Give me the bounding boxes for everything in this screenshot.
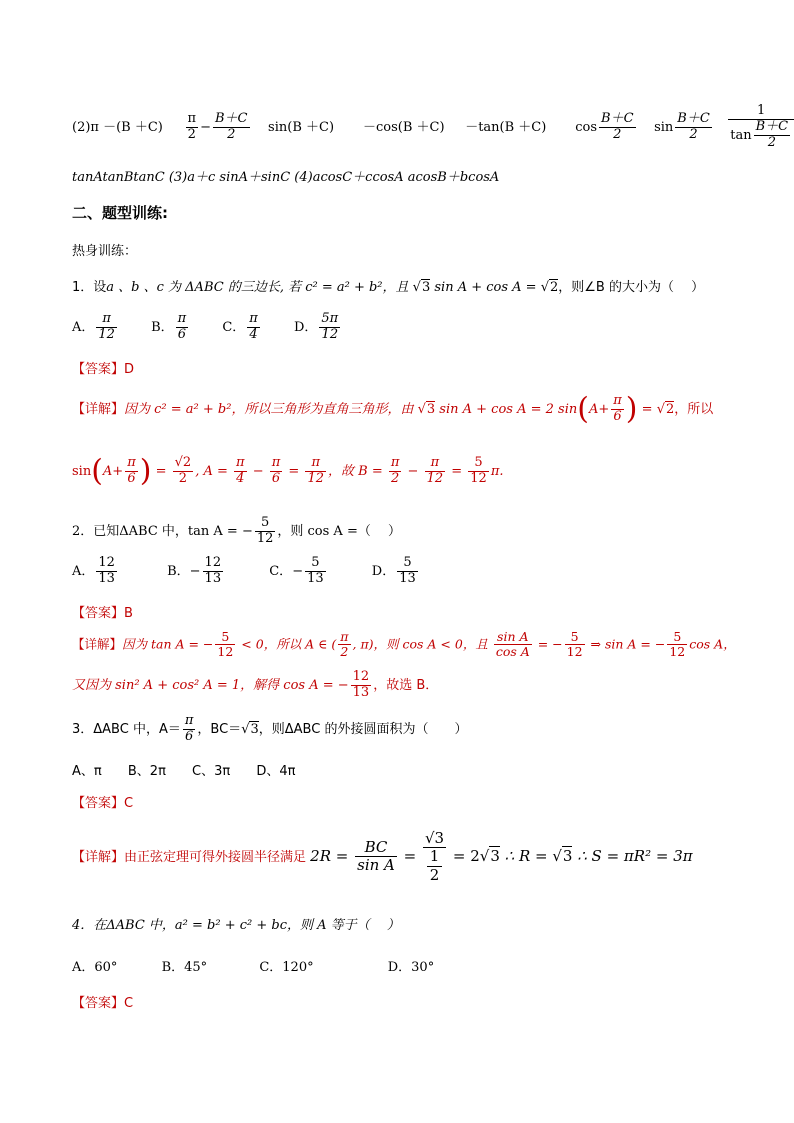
q1-options — [72, 312, 370, 343]
q2-stem: 2．已知ΔABC 中，tan A = − $\frac{5}{12}$ ，则 cos A =（ ） — [72, 515, 401, 546]
q2-detail-line-1: 【详解】因为 tan A = − $\frac{5}{12}$ < 0，所以 A ∈ ( $\frac{\pi}{2}$ , π)，则 cos A < 0，且 $\frac{\text{sin A}}{\text{cos A}}$ = − $\frac{5}{12}$ ⇒ sin A = − $\frac{5}{12}$ cos A， — [72, 629, 736, 660]
answer-label: 【答案】 — [72, 996, 125, 1011]
q4-answer — [72, 992, 133, 1011]
q2-answer — [72, 602, 133, 621]
q2-option-a[interactable]: A． $\frac{12}{13}$ — [72, 555, 115, 586]
q1-detail-line-2: sin(A+ $\frac{\pi}{6}$ ) = $\frac{√2}{2}$ , A = $\frac{\pi}{4}$ − $\frac{\pi}{6}$ = $\frac{\pi}{12}$ ，故 B = $\frac{\pi}{2}$ − $\frac{\pi}{12}$ = $\frac{5}{12}$ π. — [72, 453, 504, 489]
answer-label: 【答案】 — [72, 362, 125, 377]
q2-options — [72, 556, 448, 587]
q3-options — [72, 760, 323, 779]
minus-sign: − — [200, 119, 211, 135]
q4-option-d[interactable]: D．30° — [387, 960, 435, 975]
q4-option-a[interactable]: A．60° — [72, 960, 118, 975]
q4-option-c[interactable]: C．120° — [259, 960, 314, 975]
q1-option-b[interactable]: B． $\frac{\pi}{6}$ — [151, 311, 187, 342]
q3-option-b[interactable]: B、2π — [127, 764, 166, 779]
neg-tan-bc: －tan(B ＋C) — [465, 119, 547, 135]
warmup-label: 热身训练： — [72, 244, 138, 259]
q2-detail-line-2: 又因为 sin² A + cos² A = 1，解得 cos A = − $\frac{12}{13}$ ，故选 B． — [72, 669, 439, 700]
q3-option-c[interactable]: C、3π — [192, 764, 231, 779]
answer-value: D — [124, 362, 135, 377]
q3-option-a[interactable]: A、π — [72, 764, 102, 779]
q2-option-d[interactable]: D． $\frac{5}{13}$ — [371, 555, 416, 586]
answer-value: C — [124, 796, 134, 811]
answer-label: 【答案】 — [72, 796, 125, 811]
q2-option-b[interactable]: B．− $\frac{12}{13}$ — [167, 555, 222, 586]
top-formula-line-1 — [72, 104, 794, 151]
answer-value: C — [124, 996, 134, 1011]
answer-value: B — [124, 606, 133, 621]
q2-option-c[interactable]: C．− $\frac{5}{13}$ — [269, 555, 324, 586]
sin-bc: sin(B ＋C) — [268, 119, 335, 135]
tan-reciprocal-frac: 1 tan $\frac{B+C}{2}$ — [728, 104, 794, 151]
cos-word: cos — [575, 119, 598, 135]
q1-option-a[interactable]: A． $\frac{\pi}{12}$ — [72, 311, 115, 342]
section-title: 二、题型训练: — [72, 204, 168, 222]
q1-option-d[interactable]: D． $\frac{5\pi}{12}$ — [293, 311, 339, 342]
q4-option-b[interactable]: B．45° — [161, 960, 208, 975]
q4-options — [72, 956, 462, 975]
q3-option-d[interactable]: D、4π — [256, 764, 296, 779]
q1-answer — [72, 358, 134, 377]
item2-prefix: (2)π －(B ＋C) — [72, 119, 163, 135]
sin-frac: $\frac{B+C}{2}$ — [677, 110, 710, 142]
q1-detail-line-1: 【详解】因为 c² = a² + b²，所以三角形为直角三角形，由 √3 sin A + cos A = 2 sin(A+ $\frac{\pi}{6}$ ) = √2，所以 — [72, 391, 714, 427]
top-formula-line-2: tanAtanBtanC (3)a＋c sinA＋sinC (4)acosC＋ccosA acosB＋bcosA — [72, 170, 500, 185]
q3-detail: 【详解】由正弦定理可得外接圆半径满足 2R = $\frac{BC}{\text{sin A}}$ = √3 1 2 = 2√3 ∴ R = √3 ∴ S = πR² = 3π — [72, 829, 693, 884]
sin-word: sin — [654, 119, 674, 135]
frac-b-plus-c: $\frac{B+C}{2}$ — [215, 110, 248, 142]
answer-label: 【答案】 — [72, 606, 125, 621]
q1-stem: 1．设a 、b 、c 为 ΔABC 的三边长, 若 c² = a² + b²，且 √3 sin A + cos A = √2，则∠B 的大小为（ ） — [72, 280, 705, 295]
q3-answer — [72, 792, 133, 811]
neg-cos-bc: －cos(B ＋C) — [362, 119, 445, 135]
q1-option-c[interactable]: C． $\frac{\pi}{4}$ — [222, 311, 258, 342]
cos-frac: $\frac{B+C}{2}$ — [601, 110, 634, 142]
q3-stem: 3．ΔABC 中，A＝ $\frac{\pi}{6}$ ，BC＝√3，则ΔABC 的外接圆面积为（ ） — [72, 713, 468, 744]
q4-stem: 4．在ΔABC 中，a² = b² + c² + bc，则 A 等于（ ） — [72, 918, 400, 933]
frac-pi-over-2: $\frac{\pi}{2}$ — [187, 110, 197, 142]
